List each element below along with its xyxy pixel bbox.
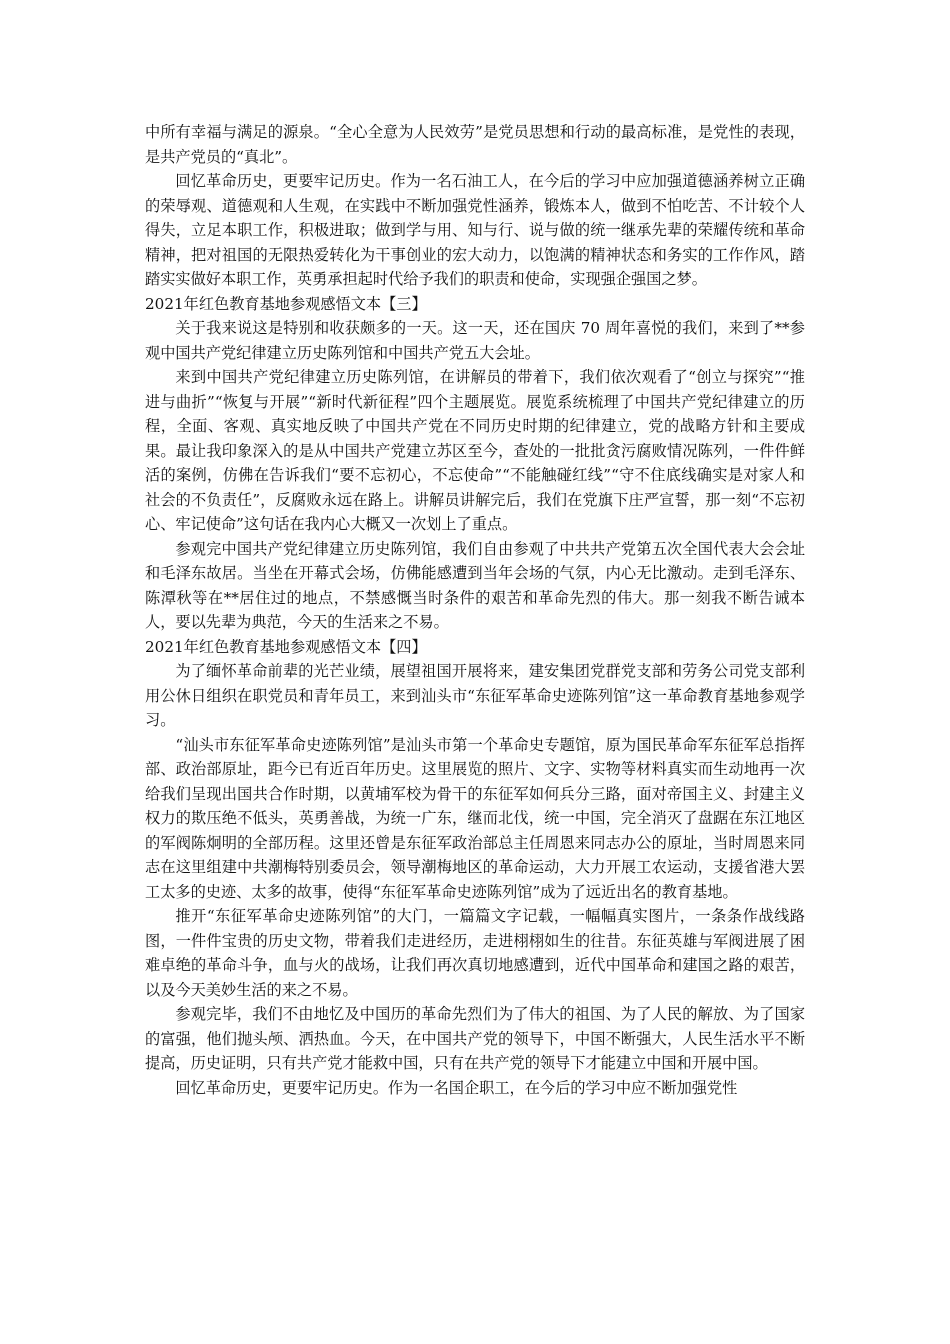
paragraph-fifth-congress: 参观完中国共产党纪律建立历史陈列馆，我们自由参观了中共共产党第五次全国代表大会会址和毛泽东故居。当坐在开幕式会场，仿佛能感遭到当年会场的气氛，内心无比激动。走到毛泽东、陈潭秋等在**居住过的地点，不禁感慨当时条件的艰苦和革命先烈的伟大。那一刻我不断告诫本人，要以先辈为典范，今天的生活来之不易。 — [145, 539, 805, 631]
section-heading-three: 2021年红色教育基地参观感悟文本【三】 — [145, 294, 427, 313]
paragraph-shantou-intro: 为了缅怀革命前辈的光芒业绩，展望祖国开展将来，建安集团党群党支部和劳务公司党支部利用公休日组织在职党员和青年员工，来到汕头市“东征军革命史迹陈列馆”这一革命教育基地参观学习。 — [145, 662, 805, 729]
paragraph-after-visit: 参观完毕，我们不由地忆及中国历的革命先烈们为了伟大的祖国、为了人民的解放、为了国家的富强，他们抛头颅、洒热血。今天，在中国共产党的领导下，中国不断强大，人民生活水平不断提高，历史证明，只有共产党才能救中国，只有在共产党的领导下才能建立中国和开展中国。 — [145, 1005, 805, 1072]
paragraph-discipline-museum: 来到中国共产党纪律建立历史陈列馆，在讲解员的带着下，我们依次观看了“创立与探究”“推进与曲折”“恢复与开展”“新时代新征程”四个主题展览。展览系统梳理了中国共产党纪律建立的历程，全面、客观、真实地反映了中国共产党在不同历史时期的纪律建立，党的战略方针和主要成果。最让我印象深入的是从中国共产党建立苏区至今，查处的一批批贪污腐败情况陈列，一件件鲜活的案例，仿佛在告诉我们“要不忘初心，不忘使命”“不能触碰红线”“守不住底线确实是对家人和社会的不负责任”，反腐败永远在路上。讲解员讲解完后，我们在党旗下庄严宣誓，那一刻“不忘初心、牢记使命”这句话在我内心大概又一次划上了重点。 — [145, 368, 805, 533]
paragraph-closing: 回忆革命历史，更要牢记历史。作为一名国企职工，在今后的学习中应不断加强党性 — [175, 1078, 738, 1097]
paragraph-eastern-expedition-museum: “汕头市东征军革命史迹陈列馆”是汕头市第一个革命史专题馆，原为国民革命军东征军总指挥部、政治部原址，距今已有近百年历史。这里展览的照片、文字、实物等材料真实而生动地再一次给我们呈现出国共合作时期，以黄埔军校为骨干的东征军如何兵分三路，面对帝国主义、封建主义权力的欺压绝不低头，英勇善战，为统一广东，继而北伐，统一中国，完全消灭了盘踞在东江地区的军阀陈炯明的全部历程。这里还曾是东征军政治部总主任周恩来同志办公的原址，当时周恩来同志在这里组建中共潮梅特别委员会，领导潮梅地区的革命运动，大力开展工农运动，支援省港大罢工太多的史迹、太多的故事，使得“东征军革命史迹陈列馆”成为了远近出名的教育基地。 — [145, 735, 805, 901]
paragraph-oil-worker: 回忆革命历史，更要牢记历史。作为一名石油工人，在今后的学习中应加强道德涵养树立正确的荣辱观、道德观和人生观，在实践中不断加强党性涵养，锻炼本人，做到不怕吃苦、不计较个人得失，立足本职工作，积极进取；做到学与用、知与行、说与做的统一继承先辈的荣耀传统和革命精神，把对祖国的无限热爱转化为干事创业的宏大动力，以饱满的精神状态和务实的工作作风，踏踏实实做好本职工作，英勇承担起时代给予我们的职责和使命，实现强企强国之梦。 — [145, 172, 805, 288]
paragraph-visit-intro: 关于我来说这是特别和收获颇多的一天。这一天，还在国庆 70 周年喜悦的我们，来到了**参观中国共产党纪律建立历史陈列馆和中国共产党五大会址。 — [145, 319, 805, 362]
paragraph-museum-door: 推开“东征军革命史迹陈列馆”的大门，一篇篇文字记载，一幅幅真实图片，一条条作战线路图，一件件宝贵的历史文物，带着我们走进经历，走进栩栩如生的往昔。东征英雄与军阀进展了困难卓绝的革命斗争，血与火的战场，让我们再次真切地感遭到，近代中国革命和建国之路的艰苦，以及今天美妙生活的来之不易。 — [145, 907, 805, 999]
document-page — [145, 120, 805, 1100]
section-heading-four: 2021年红色教育基地参观感悟文本【四】 — [145, 637, 427, 656]
paragraph-continuation: 中所有幸福与满足的源泉。“全心全意为人民效劳”是党员思想和行动的最高标准，是党性的表现，是共产党员的“真北”。 — [145, 123, 805, 166]
